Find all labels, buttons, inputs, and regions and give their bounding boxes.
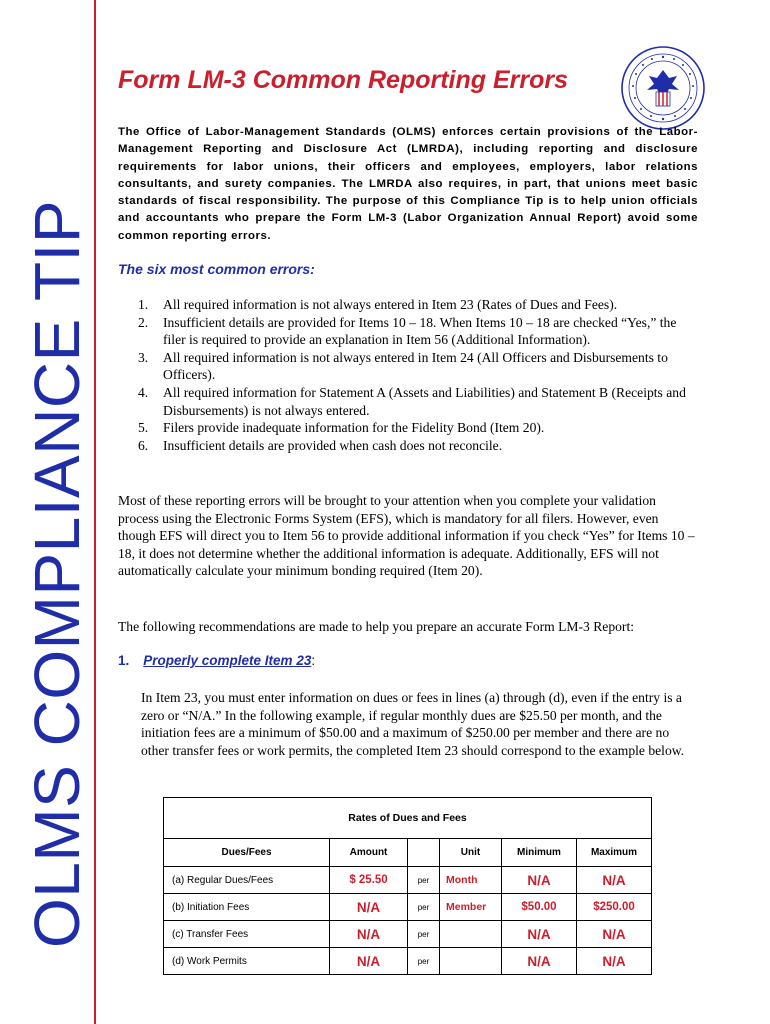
- item23-paragraph: In Item 23, you must enter information on dues or fees in lines (a) through (d), even if the entry is a zero or “N/A.” In the following example, if regular monthly dues are $25.50 per month, and the initiation fees are a minimum of $50.00 and a maximum of $250.00 per member and there are no other transfer fees or work permits, the completed Item 23 should correspond to the example below.: [141, 690, 685, 758]
- intro-paragraph: The Office of Labor-Management Standards (OLMS) enforces certain provisions of the Labor-Management Reporting and Disclosure Act (LMRDA), including reporting and disclosure requirements for labor unions, their officers and employees, employers, labor relations consultants, and surety companies. The LMRDA also requires, in part, that unions meet basic standards of fiscal responsibility. The purpose of this Compliance Tip is to help union officials and accountants who prepare the Form LM-3 (Labor Organization Annual Report) avoid some common reporting errors.: [118, 126, 698, 242]
- sidebar-label: OLMS COMPLIANCE TIP: [21, 199, 93, 948]
- sidebar-rule: [94, 0, 96, 1024]
- dol-seal-icon: [621, 46, 705, 130]
- header-per: [408, 839, 440, 867]
- page-title: Form LM-3 Common Reporting Errors: [118, 66, 569, 94]
- table-row: (d) Work Permits N/A per N/A N/A: [164, 948, 652, 975]
- list-item: 6. Insufficient details are provided when cash does not reconcile.: [138, 437, 503, 453]
- list-item: 3. All required information is not always entered in Item 24 (All Officers and Disbursements to Officers).: [138, 349, 668, 383]
- errors-heading: The six most common errors:: [118, 261, 315, 277]
- recommendations-intro: The following recommendations are made to help you prepare an accurate Form LM-3 Report:: [118, 619, 635, 634]
- header-maximum: Maximum: [577, 839, 652, 867]
- list-item: 2. Insufficient details are provided for Items 10 – 18. When Items 10 – 18 are checked “Yes,” the filer is required to provide an explanation in Item 56 (Additional Information).: [138, 314, 677, 348]
- table-row: (b) Initiation Fees N/A per Member $50.00 $250.00: [164, 894, 652, 921]
- table-caption: Rates of Dues and Fees: [164, 798, 652, 839]
- efs-paragraph: Most of these reporting errors will be brought to your attention when you complete your validation process using the Electronic Forms System (EFS), which is mandatory for all filers. However, even though EFS will direct you to Item 56 to provide additional information if you check “Yes” for Items 10 – 18, it does not determine whether the additional information is adequate. Additionally, EFS will not automatically calculate your minimum bonding required (Item 20).: [118, 493, 695, 579]
- header-minimum: Minimum: [502, 839, 577, 867]
- list-item: 4. All required information for Statement A (Assets and Liabilities) and Statement B (Receipts and Disbursements) is not always entered.: [138, 384, 686, 418]
- errors-list: [138, 296, 698, 454]
- table-row: (c) Transfer Fees N/A per N/A N/A: [164, 921, 652, 948]
- item-23-link[interactable]: Properly complete Item 23: [143, 653, 312, 668]
- list-item: 1. All required information is not always entered in Item 23 (Rates of Dues and Fees).: [138, 297, 618, 312]
- list-item: 5. Filers provide inadequate information for the Fidelity Bond (Item 20).: [138, 420, 545, 436]
- recommendation-number: 1.: [118, 653, 130, 668]
- header-amount: Amount: [330, 839, 408, 867]
- header-unit: Unit: [440, 839, 502, 867]
- header-dues-fees: Dues/Fees: [164, 839, 330, 867]
- dues-fees-table: [163, 797, 652, 975]
- table-row: (a) Regular Dues/Fees $ 25.50 per Month N/A N/A: [164, 867, 652, 894]
- recommendation-heading: 1. Properly complete Item 23:: [118, 653, 316, 668]
